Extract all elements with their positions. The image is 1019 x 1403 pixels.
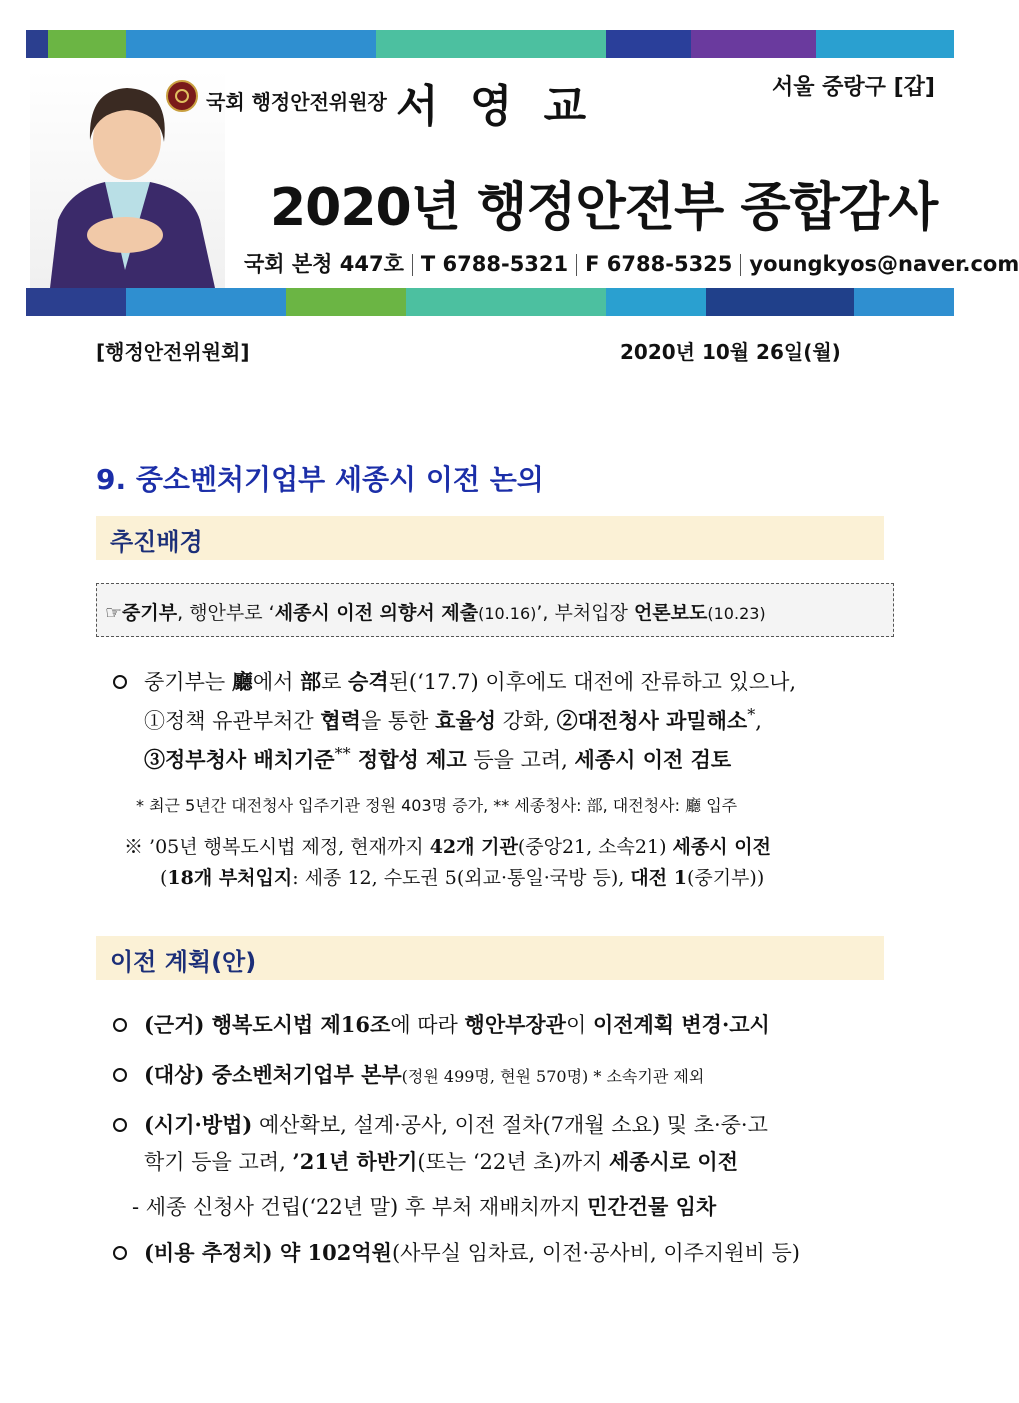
document-title: 2020년 행정안전부 종합감사 xyxy=(270,178,938,238)
heading-band-plan xyxy=(96,936,884,980)
plan-interim: - 세종 신청사 건립(‘22년 말) 후 부처 재배치까지 민간건물 임차 xyxy=(132,1194,717,1219)
callout-text: ☞중기부, 행안부로 ‘세종시 이전 의향서 제출(10.16)’, 부처입장 언론보도(10.23) xyxy=(105,602,766,624)
header-bottom-stripe xyxy=(26,288,954,316)
summary-callout xyxy=(96,583,894,637)
member-name: 서 영 교 xyxy=(396,81,595,132)
header-top-stripe xyxy=(26,30,954,58)
note-line-1: ※ ’05년 행복도시법 제정, 현재까지 42개 기관(중앙21, 소속21) 세종시 이전 xyxy=(124,836,771,858)
plan-timing-cont: 학기 등을 고려, ’21년 하반기(또는 ‘22년 초)까지 세종시로 이전 xyxy=(144,1149,738,1174)
telephone: T 6788-5321 xyxy=(420,252,569,276)
bullet-circle-icon xyxy=(113,1118,127,1132)
committee-role: 국회 행정안전위원장 xyxy=(206,90,387,114)
committee-label: [행정안전위원회] xyxy=(96,340,250,364)
contact-info xyxy=(244,248,1019,278)
divider xyxy=(576,254,577,276)
bullet-circle-icon xyxy=(113,1246,127,1260)
footnote-1: * 최근 5년간 대전청사 입주기관 정원 403명 증가, ** 세종청사: 部, 대전청사: 廳 입주 xyxy=(136,796,738,815)
heading-band-background xyxy=(96,516,884,560)
bullet-circle-icon xyxy=(113,1068,127,1082)
national-assembly-seal-icon xyxy=(166,80,198,112)
district: 서울 중랑구 [갑] xyxy=(772,75,935,100)
background-line-1: 중기부는 廳에서 部로 승격된(‘17.7) 이후에도 대전에 잔류하고 있으나, xyxy=(144,669,797,694)
plan-basis: (근거) 행복도시법 제16조에 따라 행안부장관이 이전계획 변경·고시 xyxy=(144,1012,770,1037)
plan-target: (대상) 중소벤처기업부 본부(정원 499명, 현원 570명) * 소속기관 제외 xyxy=(144,1062,705,1087)
bullet-circle-icon xyxy=(113,675,127,689)
plan-cost: (비용 추정치) 약 102억원(사무실 임차료, 이전·공사비, 이주지원비 등) xyxy=(144,1240,800,1265)
divider xyxy=(740,254,741,276)
fax: F 6788-5325 xyxy=(585,252,733,276)
plan-timing: (시기·방법) 예산확보, 설계·공사, 이전 절차(7개월 소요) 및 초·중·고 xyxy=(144,1112,768,1137)
heading-background: 추진배경 xyxy=(110,528,203,556)
divider xyxy=(412,254,413,276)
heading-plan: 이전 계획(안) xyxy=(110,948,257,976)
pointing-hand-icon: ☞ xyxy=(105,602,123,624)
note-line-2: (18개 부처입지: 세종 12, 수도권 5(외교·통일·국방 등), 대전 1(중기부)) xyxy=(160,867,765,889)
background-line-2: ①정책 유관부처간 협력을 통한 효율성 강화, ②대전청사 과밀해소*, xyxy=(144,705,762,733)
office-room: 국회 본청 447호 xyxy=(244,252,404,276)
email: youngkyos@naver.com xyxy=(749,252,1019,276)
document-date: 2020년 10월 26일(월) xyxy=(620,340,841,364)
section-title: 9. 중소벤처기업부 세종시 이전 논의 xyxy=(96,463,544,496)
background-line-3: ③정부청사 배치기준** 정합성 제고 등을 고려, 세종시 이전 검토 xyxy=(144,744,732,772)
bullet-circle-icon xyxy=(113,1018,127,1032)
